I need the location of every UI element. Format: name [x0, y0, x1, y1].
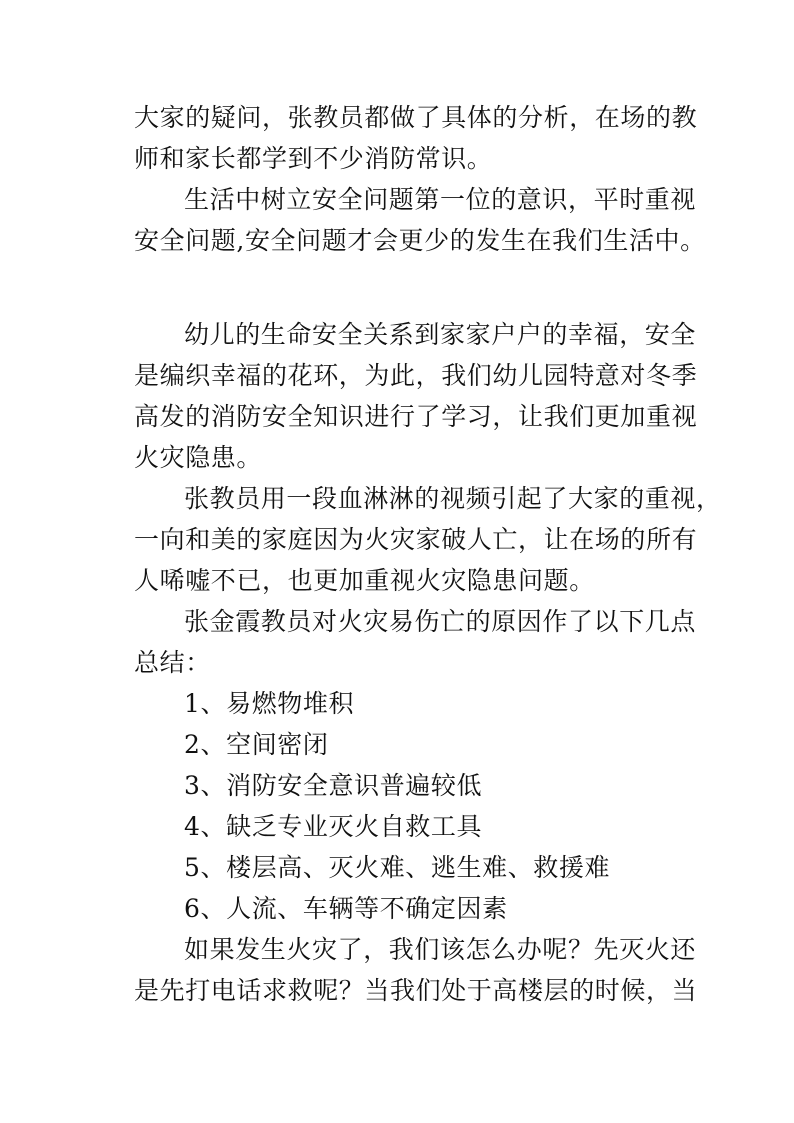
paragraph-line: 火灾隐患。	[134, 443, 263, 472]
list-item: 5、楼层高、灭火难、逃生难、救援难	[184, 853, 611, 882]
paragraph-line: 安全问题,安全问题才会更少的发生在我们生活中。	[134, 226, 706, 255]
list-item: 4、缺乏专业灭火自救工具	[184, 812, 483, 841]
list-item: 3、消防安全意识普遍较低	[184, 771, 483, 800]
paragraph-line: 张教员用一段血淋淋的视频引起了大家的重视，	[184, 484, 722, 513]
paragraph-line: 幼儿的生命安全关系到家家户户的幸福，安全	[184, 320, 697, 349]
list-item: 6、人流、车辆等不确定因素	[184, 894, 508, 923]
list-item: 2、空间密闭	[184, 730, 329, 759]
paragraph-line: 师和家长都学到不少消防常识。	[134, 144, 493, 173]
paragraph-line: 是编织幸福的花环，为此，我们幼儿园特意对冬季	[134, 361, 698, 390]
paragraph-line: 大家的疑问，张教员都做了具体的分析，在场的教	[134, 103, 698, 132]
paragraph-line: 一向和美的家庭因为火灾家破人亡，让在场的所有	[134, 525, 698, 554]
paragraph-line: 总结：	[134, 648, 211, 677]
paragraph-line: 人唏嘘不已，也更加重视火灾隐患问题。	[134, 566, 595, 595]
text-section-top	[134, 97, 706, 261]
paragraph-line: 高发的消防安全知识进行了学习，让我们更加重视	[134, 402, 698, 431]
paragraph-line: 生活中树立安全问题第一位的意识，平时重视	[184, 185, 697, 214]
list-item: 1、易燃物堆积	[184, 689, 355, 718]
paragraph-line: 如果发生火灾了，我们该怎么办呢？先灭火还	[184, 935, 697, 964]
text-section-main	[134, 314, 722, 1011]
paragraph-line: 张金霞教员对火灾易伤亡的原因作了以下几点	[184, 607, 697, 636]
paragraph-line: 是先打电话求救呢？当我们处于高楼层的时候，当	[134, 976, 698, 1005]
